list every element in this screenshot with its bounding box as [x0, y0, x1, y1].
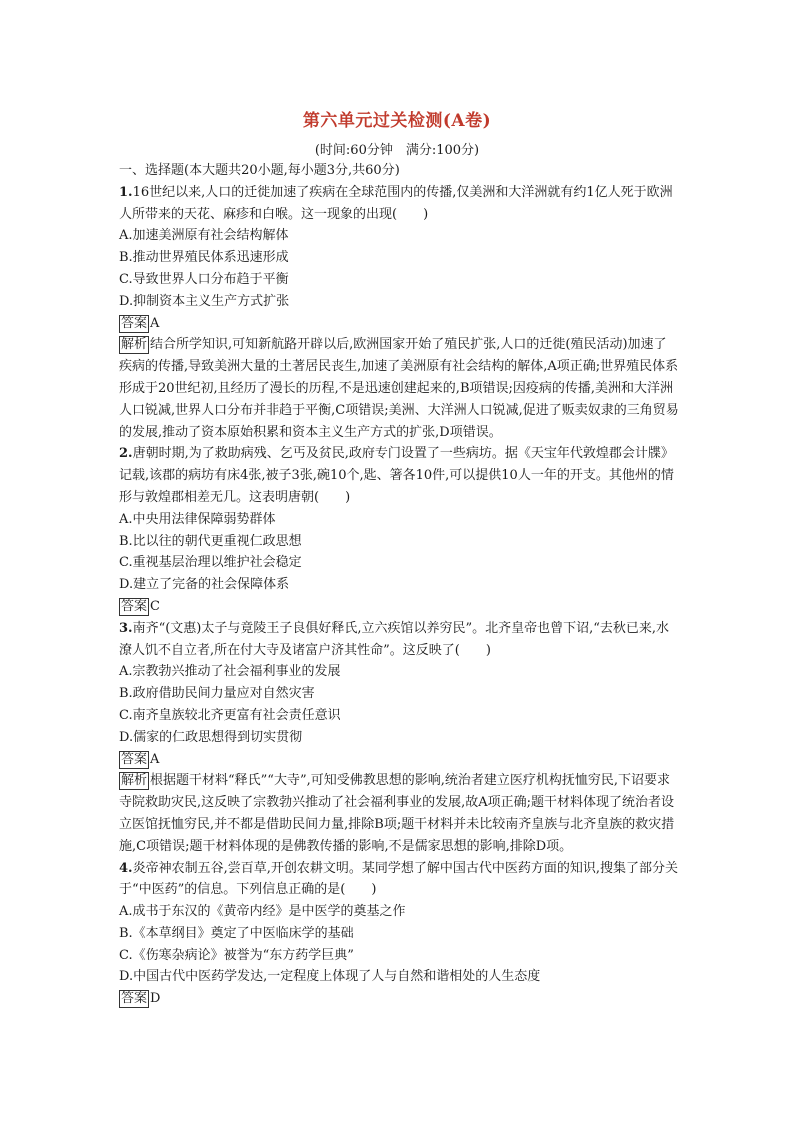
option-b: B.《本草纲目》奠定了中医临床学的基础: [119, 925, 354, 941]
question-stem: 南齐“(文惠)太子与竟陵王子良俱好释氏,立六疾馆以养穷民”。北齐皇帝也曾下诏,“去秋已来,水潦人饥不自立者,所在付大寺及诸富户济其性命”。这反映了( ): [119, 620, 670, 658]
question-number: 1.: [119, 184, 133, 200]
question-stem: 炎帝神农制五谷,尝百草,开创农耕文明。某同学想了解中国古代中医药方面的知识,搜集了部分关于“中医药”的信息。下列信息正确的是( ): [119, 860, 678, 898]
page-title: 第六单元过关检测(A卷): [302, 111, 492, 131]
answer-value: C: [150, 598, 160, 614]
option-d: D.抑制资本主义生产方式扩张: [119, 293, 290, 309]
answer-tag: 答案: [121, 315, 148, 331]
question-4: [119, 858, 679, 1011]
option-a: A.加速美洲原有社会结构解体: [119, 228, 289, 244]
question-number: 2.: [119, 446, 133, 462]
option-d: D.儒家的仁政思想得到切实贯彻: [119, 729, 303, 745]
exam-info: (时间:60分钟 满分:100分): [314, 143, 480, 158]
answer-value: A: [150, 315, 160, 331]
answer-tag: 答案: [121, 598, 148, 614]
option-b: B.政府借助民间力量应对自然灾害: [119, 686, 315, 702]
analysis-text: 结合所学知识,可知新航路开辟以后,欧洲国家开始了殖民扩张,人口的迁徙(殖民活动)加速了疾病的传播,导致美洲大量的土著居民丧生,加速了美洲原有社会结构的解体,A项正确;世界殖民体系形成于20世纪初,且经历了漫长的历程,不是迅速创建起来的,B项错误;因疫病的传播,美洲和大洋洲人口锐减,世界人口分布并非趋于平衡,C项错误;美洲、大洋洲人口锐减,促进了贩卖奴隶的三角贸易的发展,推动了资本原始积累和资本主义生产方式的扩张,D项错误。: [119, 337, 679, 440]
option-c: C.重视基层治理以维护社会稳定: [119, 555, 302, 571]
question-number: 4.: [119, 860, 133, 876]
question-3: [119, 618, 679, 858]
answer-row: [119, 596, 679, 618]
analysis-tag: 解析: [121, 773, 148, 789]
option-a: A.宗教勃兴推动了社会福利事业的发展: [119, 664, 341, 680]
option-d: D.建立了完备的社会保障体系: [119, 577, 290, 593]
option-b: B.推动世界殖民体系迅速形成: [119, 250, 289, 266]
option-a: A.成书于东汉的《黄帝内经》是中医学的奠基之作: [119, 904, 406, 920]
answer-row: [119, 313, 679, 335]
answer-tag: 答案: [121, 991, 148, 1007]
option-c: C.《伤寒杂病论》被誉为“东方药学巨典”: [119, 947, 354, 963]
question-stem: 唐朝时期,为了救助病残、乞丐及贫民,政府专门设置了一些病坊。据《天宝年代敦煌郡会计牒》记载,该郡的病坊有床4张,被子3张,碗10个,匙、箸各10件,可以提供10人一年的开支。其他州的情形与敦煌郡相差无几。这表明唐朝( ): [119, 446, 674, 505]
analysis-row: [119, 770, 679, 857]
question-2: [119, 443, 679, 617]
option-d: D.中国古代中医药学发达,一定程度上体现了人与自然和谐相处的人生态度: [119, 969, 541, 985]
answer-row: [119, 749, 679, 771]
answer-row: [119, 988, 679, 1010]
analysis-row: [119, 334, 679, 443]
analysis-text: 根据题干材料“释氏”“大寺”,可知受佛教思想的影响,统治者建立医疗机构抚恤穷民,下诏要求寺院救助灾民,这反映了宗教勃兴推动了社会福利事业的发展,故A项正确;题干材料体现了统治者设立医馆抚恤穷民,并不都是借助民间力量,排除B项;题干材料并未比较南齐皇族与北齐皇族的救灾措施,C项错误;题干材料体现的是佛教传播的影响,不是儒家思想的影响,排除D项。: [119, 773, 675, 854]
question-stem: 16世纪以来,人口的迁徙加速了疾病在全球范围内的传播,仅美洲和大洋洲就有约1亿人死于欧洲人所带来的天花、麻疹和白喉。这一现象的出现( ): [119, 184, 673, 222]
answer-value: D: [150, 991, 161, 1007]
section-heading: 一、选择题(本大题共20小题,每小题3分,共60分): [119, 163, 400, 178]
document-body: [119, 160, 679, 1010]
analysis-tag: 解析: [121, 337, 148, 353]
option-c: C.导致世界人口分布趋于平衡: [119, 271, 289, 287]
answer-tag: 答案: [121, 751, 148, 767]
option-b: B.比以往的朝代更重视仁政思想: [119, 533, 302, 549]
option-c: C.南齐皇族较北齐更富有社会责任意识: [119, 707, 341, 723]
option-a: A.中央用法律保障弱势群体: [119, 511, 276, 527]
answer-value: A: [150, 751, 160, 767]
question-number: 3.: [119, 620, 133, 636]
question-1: [119, 182, 679, 444]
